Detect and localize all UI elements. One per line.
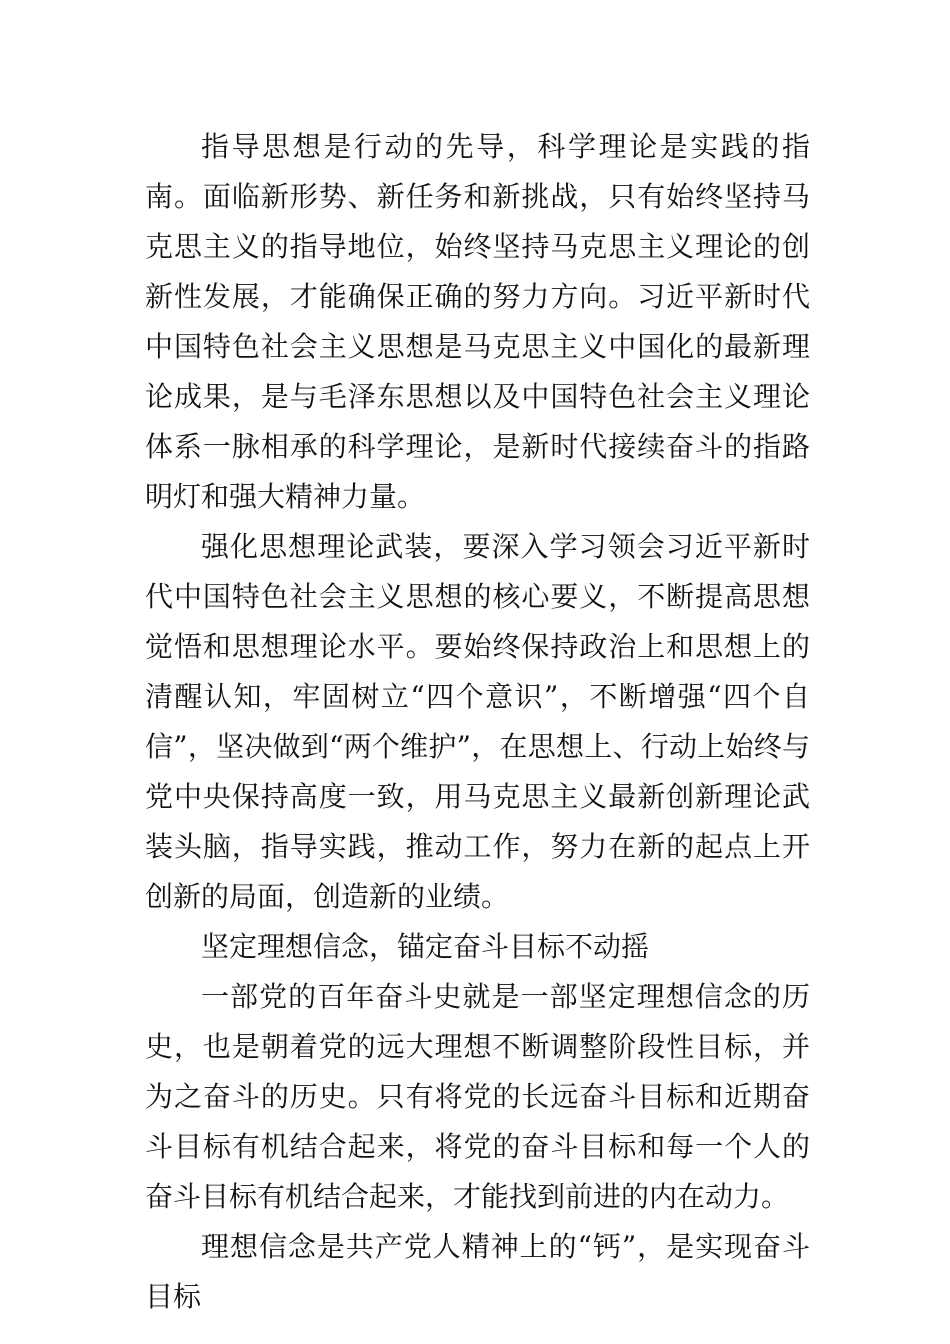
section-heading: 坚定理想信念，锚定奋斗目标不动摇 — [201, 930, 650, 963]
paragraph-ideals-faith: 理想信念是共产党人精神上的“钙”，是实现奋斗目标 — [145, 1230, 810, 1313]
paragraph-guiding-thought: 指导思想是行动的先导，科学理论是实践的指南。面临新形势、新任务和新挑战，只有始终坚持马克思主义的指导地位，始终坚持马克思主义理论的创新性发展，才能确保正确的努力方向。习近平新时代中国特色社会主义思想是马克思主义中国化的最新理论成果，是与毛泽东思想以及中国特色社会主义理论体系一脉相承的科学理论，是新时代接续奋斗的指路明灯和强大精神力量。 — [145, 130, 810, 513]
paragraph-party-history: 一部党的百年奋斗史就是一部坚定理想信念的历史，也是朝着党的远大理想不断调整阶段性目标，并为之奋斗的历史。只有将党的长远奋斗目标和近期奋斗目标有机结合起来，将党的奋斗目标和每一个人的奋斗目标有机结合起来，才能找到前进的内在动力。 — [145, 980, 810, 1213]
paragraph-theory-armament: 强化思想理论武装，要深入学习领会习近平新时代中国特色社会主义思想的核心要义，不断提高思想觉悟和思想理论水平。要始终保持政治上和思想上的清醒认知，牢固树立“四个意识”，不断增强“四个自信”，坚决做到“两个维护”，在思想上、行动上始终与党中央保持高度一致，用马克思主义最新创新理论武装头脑，指导实践，推动工作，努力在新的起点上开创新的局面，创造新的业绩。 — [145, 530, 810, 913]
document-body — [145, 122, 810, 1322]
